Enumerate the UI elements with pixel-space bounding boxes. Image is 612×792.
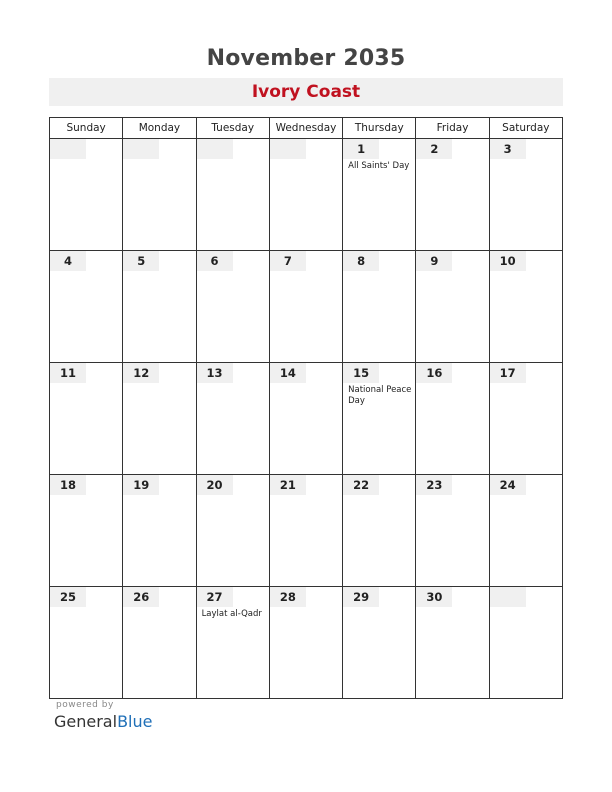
day-cell[interactable]	[269, 587, 342, 699]
holiday-label: National Peace Day	[348, 385, 412, 406]
day-cell[interactable]	[343, 363, 416, 475]
day-number: 29	[343, 587, 379, 607]
day-cell[interactable]	[489, 139, 562, 251]
day-number: 10	[490, 251, 526, 271]
day-number: 4	[50, 251, 86, 271]
day-cell[interactable]	[123, 363, 196, 475]
day-number: 5	[123, 251, 159, 271]
weekday-header: Thursday	[343, 118, 416, 139]
week-row	[50, 251, 563, 363]
calendar-grid	[49, 117, 563, 699]
weekday-header: Saturday	[489, 118, 562, 139]
day-cell[interactable]	[343, 139, 416, 251]
weekday-header: Wednesday	[269, 118, 342, 139]
day-number	[490, 587, 526, 607]
weekday-header: Friday	[416, 118, 489, 139]
day-number: 11	[50, 363, 86, 383]
day-cell[interactable]	[269, 139, 342, 251]
day-cell[interactable]	[123, 139, 196, 251]
day-cell[interactable]	[416, 475, 489, 587]
day-cell[interactable]	[489, 475, 562, 587]
day-cell[interactable]	[269, 363, 342, 475]
week-row	[50, 587, 563, 699]
day-number: 20	[197, 475, 233, 495]
day-number: 24	[490, 475, 526, 495]
day-number: 25	[50, 587, 86, 607]
day-cell[interactable]	[50, 363, 123, 475]
day-cell[interactable]	[123, 251, 196, 363]
day-number: 3	[490, 139, 526, 159]
day-number: 26	[123, 587, 159, 607]
day-number: 14	[270, 363, 306, 383]
powered-by-label: powered by	[56, 700, 114, 710]
day-number: 15	[343, 363, 379, 383]
day-number: 30	[416, 587, 452, 607]
weekday-header: Monday	[123, 118, 196, 139]
day-number: 17	[490, 363, 526, 383]
country-banner	[49, 78, 563, 106]
weekday-header-row	[50, 118, 563, 139]
day-number: 16	[416, 363, 452, 383]
day-number: 21	[270, 475, 306, 495]
day-cell[interactable]	[343, 587, 416, 699]
day-cell[interactable]	[416, 363, 489, 475]
day-cell[interactable]	[50, 587, 123, 699]
day-cell[interactable]	[269, 251, 342, 363]
country-name: Ivory Coast	[251, 82, 361, 102]
day-number: 8	[343, 251, 379, 271]
week-row	[50, 139, 563, 251]
brand-general: General	[54, 712, 118, 731]
day-number	[270, 139, 306, 159]
weekday-header: Tuesday	[196, 118, 269, 139]
day-cell[interactable]	[196, 587, 269, 699]
weekday-header: Sunday	[50, 118, 123, 139]
day-number	[197, 139, 233, 159]
day-cell[interactable]	[196, 363, 269, 475]
day-cell[interactable]	[50, 251, 123, 363]
day-cell[interactable]	[269, 475, 342, 587]
day-cell[interactable]	[196, 251, 269, 363]
day-number: 12	[123, 363, 159, 383]
day-cell[interactable]	[489, 251, 562, 363]
day-cell[interactable]	[343, 475, 416, 587]
day-number: 22	[343, 475, 379, 495]
day-cell[interactable]	[489, 363, 562, 475]
day-cell[interactable]	[196, 475, 269, 587]
day-number: 6	[197, 251, 233, 271]
day-cell[interactable]	[416, 139, 489, 251]
day-number: 23	[416, 475, 452, 495]
day-cell[interactable]	[123, 475, 196, 587]
day-cell[interactable]	[50, 139, 123, 251]
day-cell[interactable]	[123, 587, 196, 699]
week-row	[50, 363, 563, 475]
day-number	[123, 139, 159, 159]
day-number: 9	[416, 251, 452, 271]
calendar-body	[50, 139, 563, 699]
day-number: 2	[416, 139, 452, 159]
day-number: 19	[123, 475, 159, 495]
day-cell[interactable]	[416, 251, 489, 363]
day-number: 13	[197, 363, 233, 383]
brand-blue: Blue	[117, 712, 153, 731]
calendar-title: November 2035	[206, 46, 406, 71]
brand-logo[interactable]	[54, 712, 152, 731]
day-cell[interactable]	[489, 587, 562, 699]
holiday-label: Laylat al-Qadr	[201, 609, 262, 619]
day-cell[interactable]	[50, 475, 123, 587]
day-number	[50, 139, 86, 159]
day-number: 7	[270, 251, 306, 271]
day-number: 18	[50, 475, 86, 495]
day-number: 1	[343, 139, 379, 159]
day-cell[interactable]	[196, 139, 269, 251]
holiday-label: All Saints' Day	[348, 161, 410, 171]
day-cell[interactable]	[343, 251, 416, 363]
day-cell[interactable]	[416, 587, 489, 699]
day-number: 28	[270, 587, 306, 607]
week-row	[50, 475, 563, 587]
day-number: 27	[197, 587, 233, 607]
